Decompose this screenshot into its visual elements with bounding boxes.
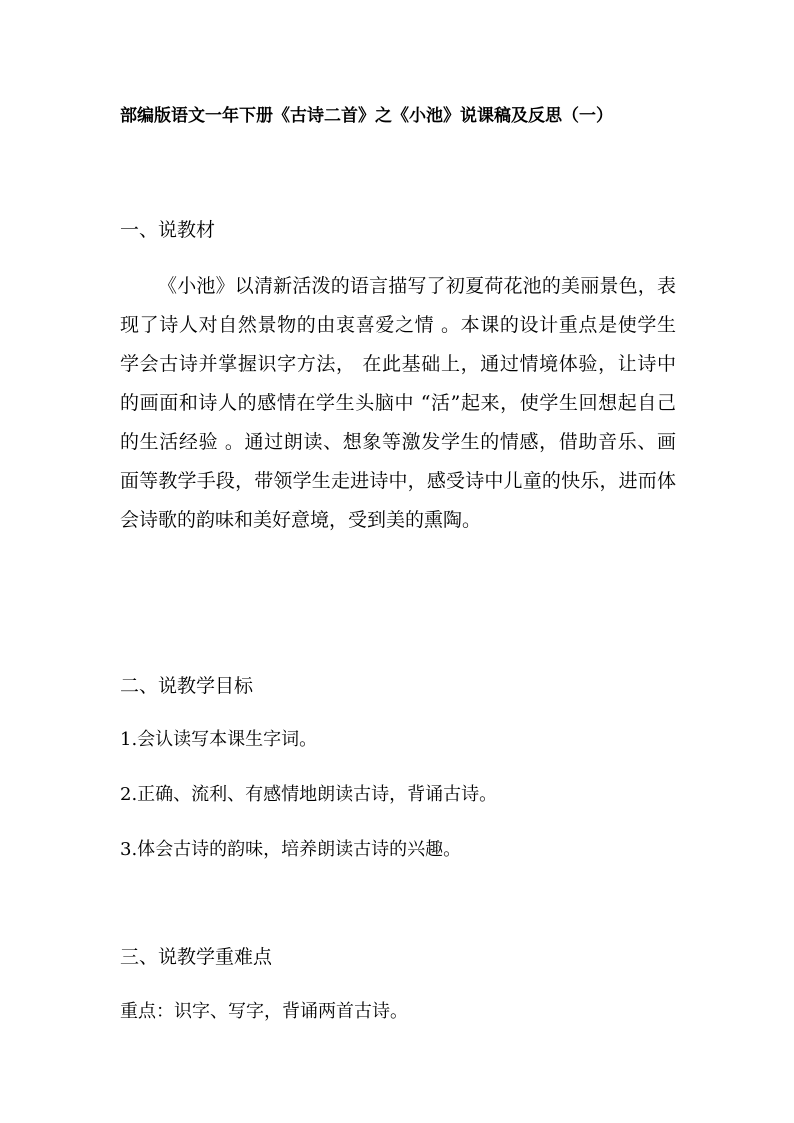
objective-item-2: 2.正确、流利、有感情地朗读古诗，背诵古诗。	[120, 784, 498, 805]
section-heading-key-difficult-points: 三、说教学重难点	[120, 946, 273, 968]
section-heading-objectives: 二、说教学目标	[120, 675, 254, 697]
document-title: 部编版语文一年下册《古诗二首》之《小池》说课稿及反思（一）	[120, 106, 613, 126]
section-paragraph-textbook: 《小池》以清新活泼的语言描写了初夏荷花池的美丽景色，表现了诗人对自然景物的由衷喜爱之情 。本课的设计重点是使学生学会古诗并掌握识字方法， 在此基础上，通过情境体验，让诗中的画面和诗人的感情在学生头脑中 “活”起来，使学生回想起自己的生活经验 。通过朗读、想象等激发学生的情感，借助音乐、画面等教学手段，带领学生走进诗中，感受诗中儿童的快乐，进而体会诗歌的韵味和美好意境，受到美的熏陶。	[120, 275, 676, 531]
objective-item-3: 3.体会古诗的韵味，培养朗读古诗的兴趣。	[120, 839, 462, 860]
objective-item-1: 1.会认读写本课生字词。	[120, 729, 318, 750]
key-point-line: 重点：识字、写字，背诵两首古诗。	[120, 1001, 408, 1022]
section-heading-textbook: 一、说教材	[120, 219, 216, 241]
